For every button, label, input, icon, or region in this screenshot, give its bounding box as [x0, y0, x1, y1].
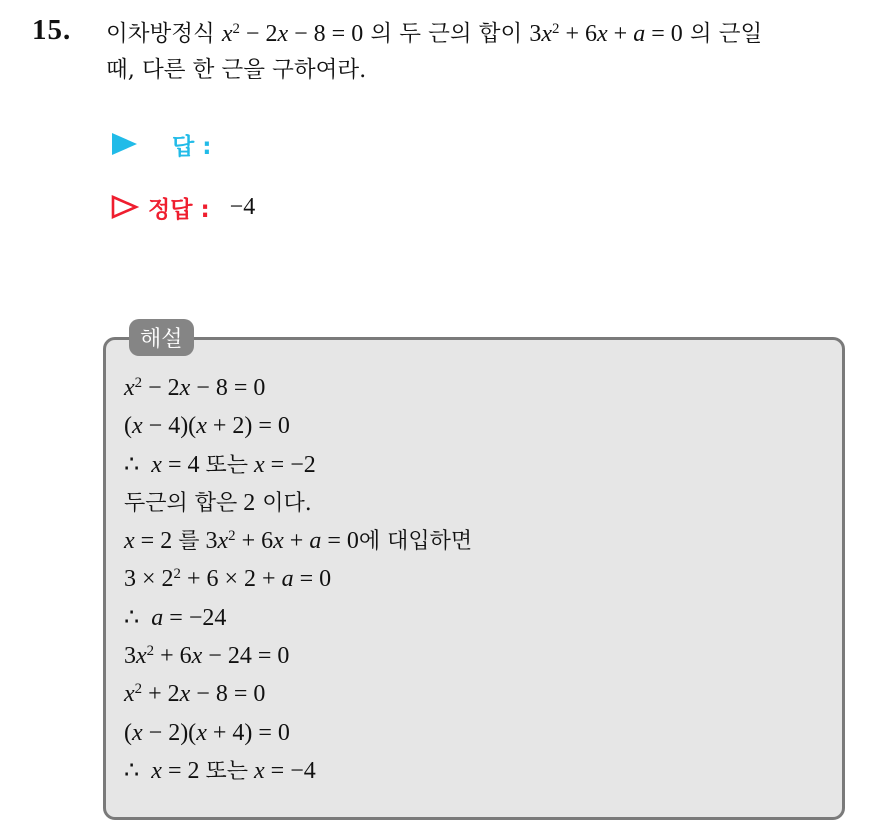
explanation-step-11: ∴ x = 2 또는 x = −4 [124, 757, 316, 784]
answer-input-row[interactable] [110, 128, 211, 160]
explanation-step-6: $3 \times 2^2 + 6 \times 2 + a = 0$ [124, 566, 332, 593]
equation: $3x^2 + 6x + a = 0$ [529, 20, 683, 47]
explanation-step-10: (x − 2)(x + 4) = 0 [124, 719, 290, 746]
explanation-step-4: 두근의 합은 2 이다. [124, 489, 312, 516]
question-text: 의 두 근의 합이 [363, 21, 530, 47]
question-text: 이차방정식 [106, 21, 222, 47]
question-text-line-1 [106, 16, 762, 48]
question-text-line-2: 때, 다른 한 근을 구하여라. [106, 57, 367, 83]
equation: $x^2 - 2x - 8 = 0$ [221, 20, 364, 47]
explanation-steps [124, 369, 472, 790]
filled-triangle-icon [110, 130, 140, 158]
correct-answer-label: 정답 : [148, 196, 210, 223]
outline-triangle-icon [110, 193, 140, 221]
explanation-step-8: $3x^2 + 6x - 24 = 0$ [124, 642, 290, 670]
answer-label: 답 : [172, 133, 212, 160]
explanation-step-5: x = 2 를 $3x^2 + 6x + a = 0$에 대입하면 [124, 528, 473, 555]
explanation-tab: 해설 [129, 319, 194, 356]
correct-answer-row [110, 191, 255, 223]
explanation-step-7: ∴ a = −24 [124, 604, 227, 631]
explanation-step-9: $x^2 + 2x - 8 = 0$ [124, 681, 266, 708]
correct-answer-value: −4 [229, 193, 256, 220]
question-text: 의 근일 [682, 21, 763, 47]
explanation-step-3: ∴ x = 4 또는 x = −2 [124, 451, 316, 478]
problem-number: 15. [32, 14, 72, 46]
explanation-step-1: $x^2 - 2x - 8 = 0$ [124, 374, 266, 401]
explanation-step-2: (x − 4)(x + 2) = 0 [124, 413, 290, 440]
